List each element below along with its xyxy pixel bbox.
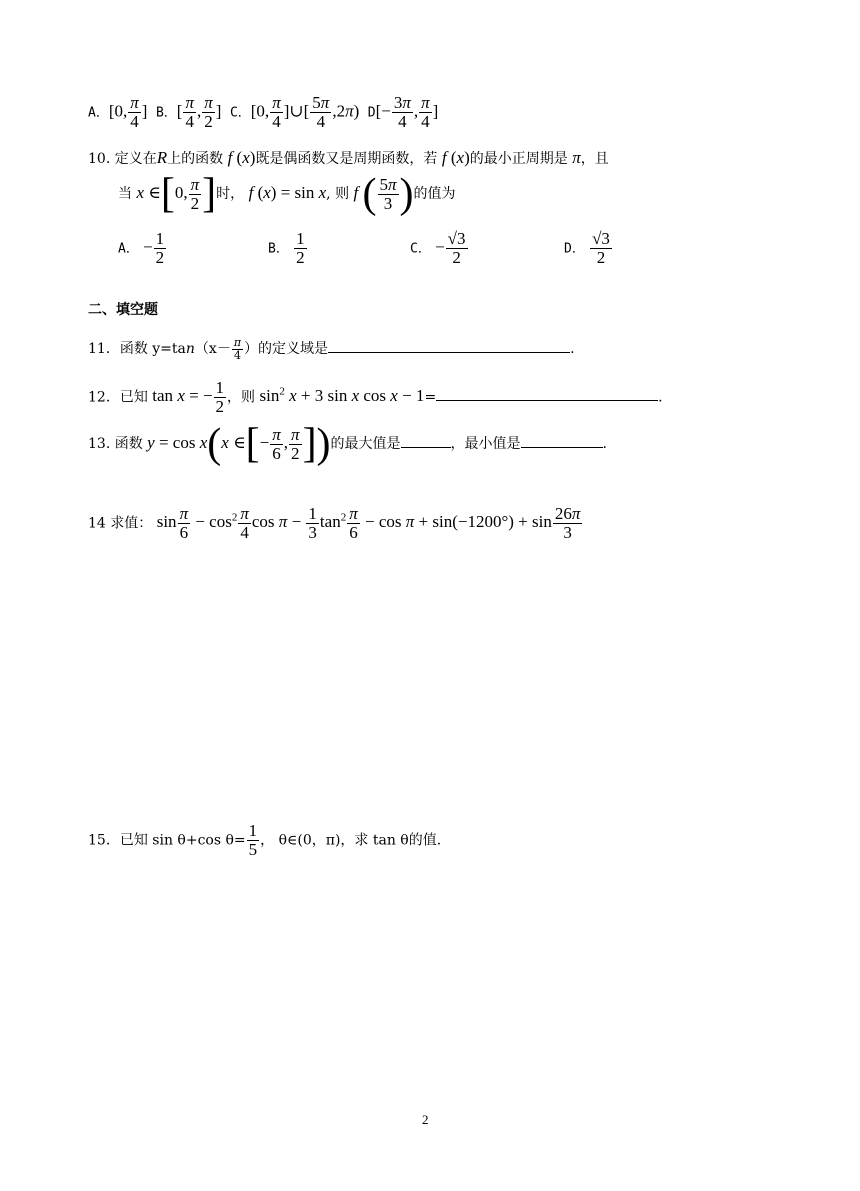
q11-text1: 函数 y=ta	[119, 341, 186, 358]
q10-option-a-label: A．	[118, 241, 139, 257]
q11-text2: n	[185, 341, 195, 358]
q13-number: 13.	[88, 435, 111, 452]
q13-end: .	[602, 435, 607, 452]
q13-text2: 的最大值是	[330, 435, 401, 452]
q10-text6: 当	[118, 185, 132, 202]
q15-line: 15．已知 sin θ+cos θ= $\frac{1}{5}$ ， θ∈(0，π)，求 tan θ的值.	[88, 821, 442, 859]
q13-text1: 函数	[114, 435, 143, 452]
q10-text2: 上的函数	[167, 151, 224, 167]
q12-text3: =	[424, 389, 437, 406]
q13-max-blank[interactable]	[401, 446, 451, 448]
q11-number: 11．	[88, 341, 120, 358]
q10-option-b-label: B．	[268, 241, 289, 257]
q15-text1: 已知 sin θ+cos θ=	[119, 832, 246, 849]
q11-answer-blank[interactable]	[328, 351, 570, 353]
q10-option-d-label: D．	[564, 241, 585, 257]
q9-option-b-label: B．	[155, 105, 177, 121]
q14-line: 14 求值： sin $\frac{\pi}{6}$ − $\cos^2$ $\frac{\pi}{4}$ cos π − $\frac{1}{3}$ $\tan^2$ $\frac{\pi}{6}$ − cos π + sin(−1200°) + sin $\frac{26\pi}{3}$	[88, 504, 581, 542]
q10-R: R	[156, 148, 168, 167]
q10-text9: 的值为	[413, 185, 456, 202]
q12-text2: ，则	[227, 389, 256, 406]
q14-label: 14 求值：	[88, 515, 153, 532]
q10-option-c-label: C．	[410, 241, 431, 257]
q10-text7: 时，	[216, 185, 245, 202]
q15-text2: ， θ∈(0，π)，求 tan θ的值.	[260, 832, 442, 849]
section-title-fill-in: 二、填空题	[88, 302, 158, 318]
q13-line: 13. 函数 y = cos x(x ∈[− $\frac{\pi}{6}$ , $\frac{\pi}{2}$ ])的最大值是 ，最小值是 .	[88, 421, 607, 467]
q9-options-row: A．[0, $\frac{\pi}{4}$ ] B．[ $\frac{\pi}{4}$ , $\frac{\pi}{2}$ ] C．[0, $\frac{\pi}{4}$ ]∪[ $\frac{5\pi}{4}$ ,2π) D[− $\frac{3\pi}{4}$ , $\frac{\pi}{4}$ ]	[88, 93, 439, 131]
q11-text4: ）的定义域是	[244, 341, 329, 358]
q10-text8: , 则	[326, 185, 350, 202]
q10-line1: 10. 定义在R上的函数 f (x)既是偶函数又是周期函数，若 f (x)的最小正周期是 π，且	[88, 148, 609, 167]
q12-text1: 已知	[119, 389, 148, 406]
q9-option-c-label: C．	[229, 105, 251, 121]
q15-number: 15．	[88, 832, 120, 849]
q9-option-a-label: A．	[88, 105, 109, 121]
q10-text3: 既是偶函数又是周期函数，若	[255, 151, 438, 167]
q12-number: 12．	[88, 389, 120, 406]
q13-min-blank[interactable]	[521, 446, 603, 448]
q11-end: .	[570, 341, 575, 358]
q10-text5: ，且	[580, 151, 609, 167]
q12-answer-blank[interactable]	[436, 399, 658, 401]
q10-number: 10.	[88, 151, 111, 167]
q11-text3: （x－	[194, 341, 231, 358]
page-number: 2	[422, 1112, 429, 1127]
q13-text3: ，最小值是	[450, 435, 521, 452]
q12-line: 12．已知 tan x = − $\frac{1}{2}$ ，则 $\sin^2 x + 3$ sin x cos x − 1= .	[88, 378, 663, 416]
q11-line: 11．函数 y=tan（x－ $\frac{\pi}{4}$ ）的定义域是 .	[88, 336, 575, 362]
q10-text4: 的最小正周期是	[469, 151, 568, 167]
q10-text1: 定义在	[114, 151, 157, 167]
q9-option-d-label: D	[367, 105, 376, 121]
q12-end: .	[658, 389, 663, 406]
q10-line2: 当 x ∈[0, $\frac{\pi}{2}$ ]时， f (x) = sin x, 则 f ( $\frac{5\pi}{3}$ )的值为	[118, 171, 456, 217]
